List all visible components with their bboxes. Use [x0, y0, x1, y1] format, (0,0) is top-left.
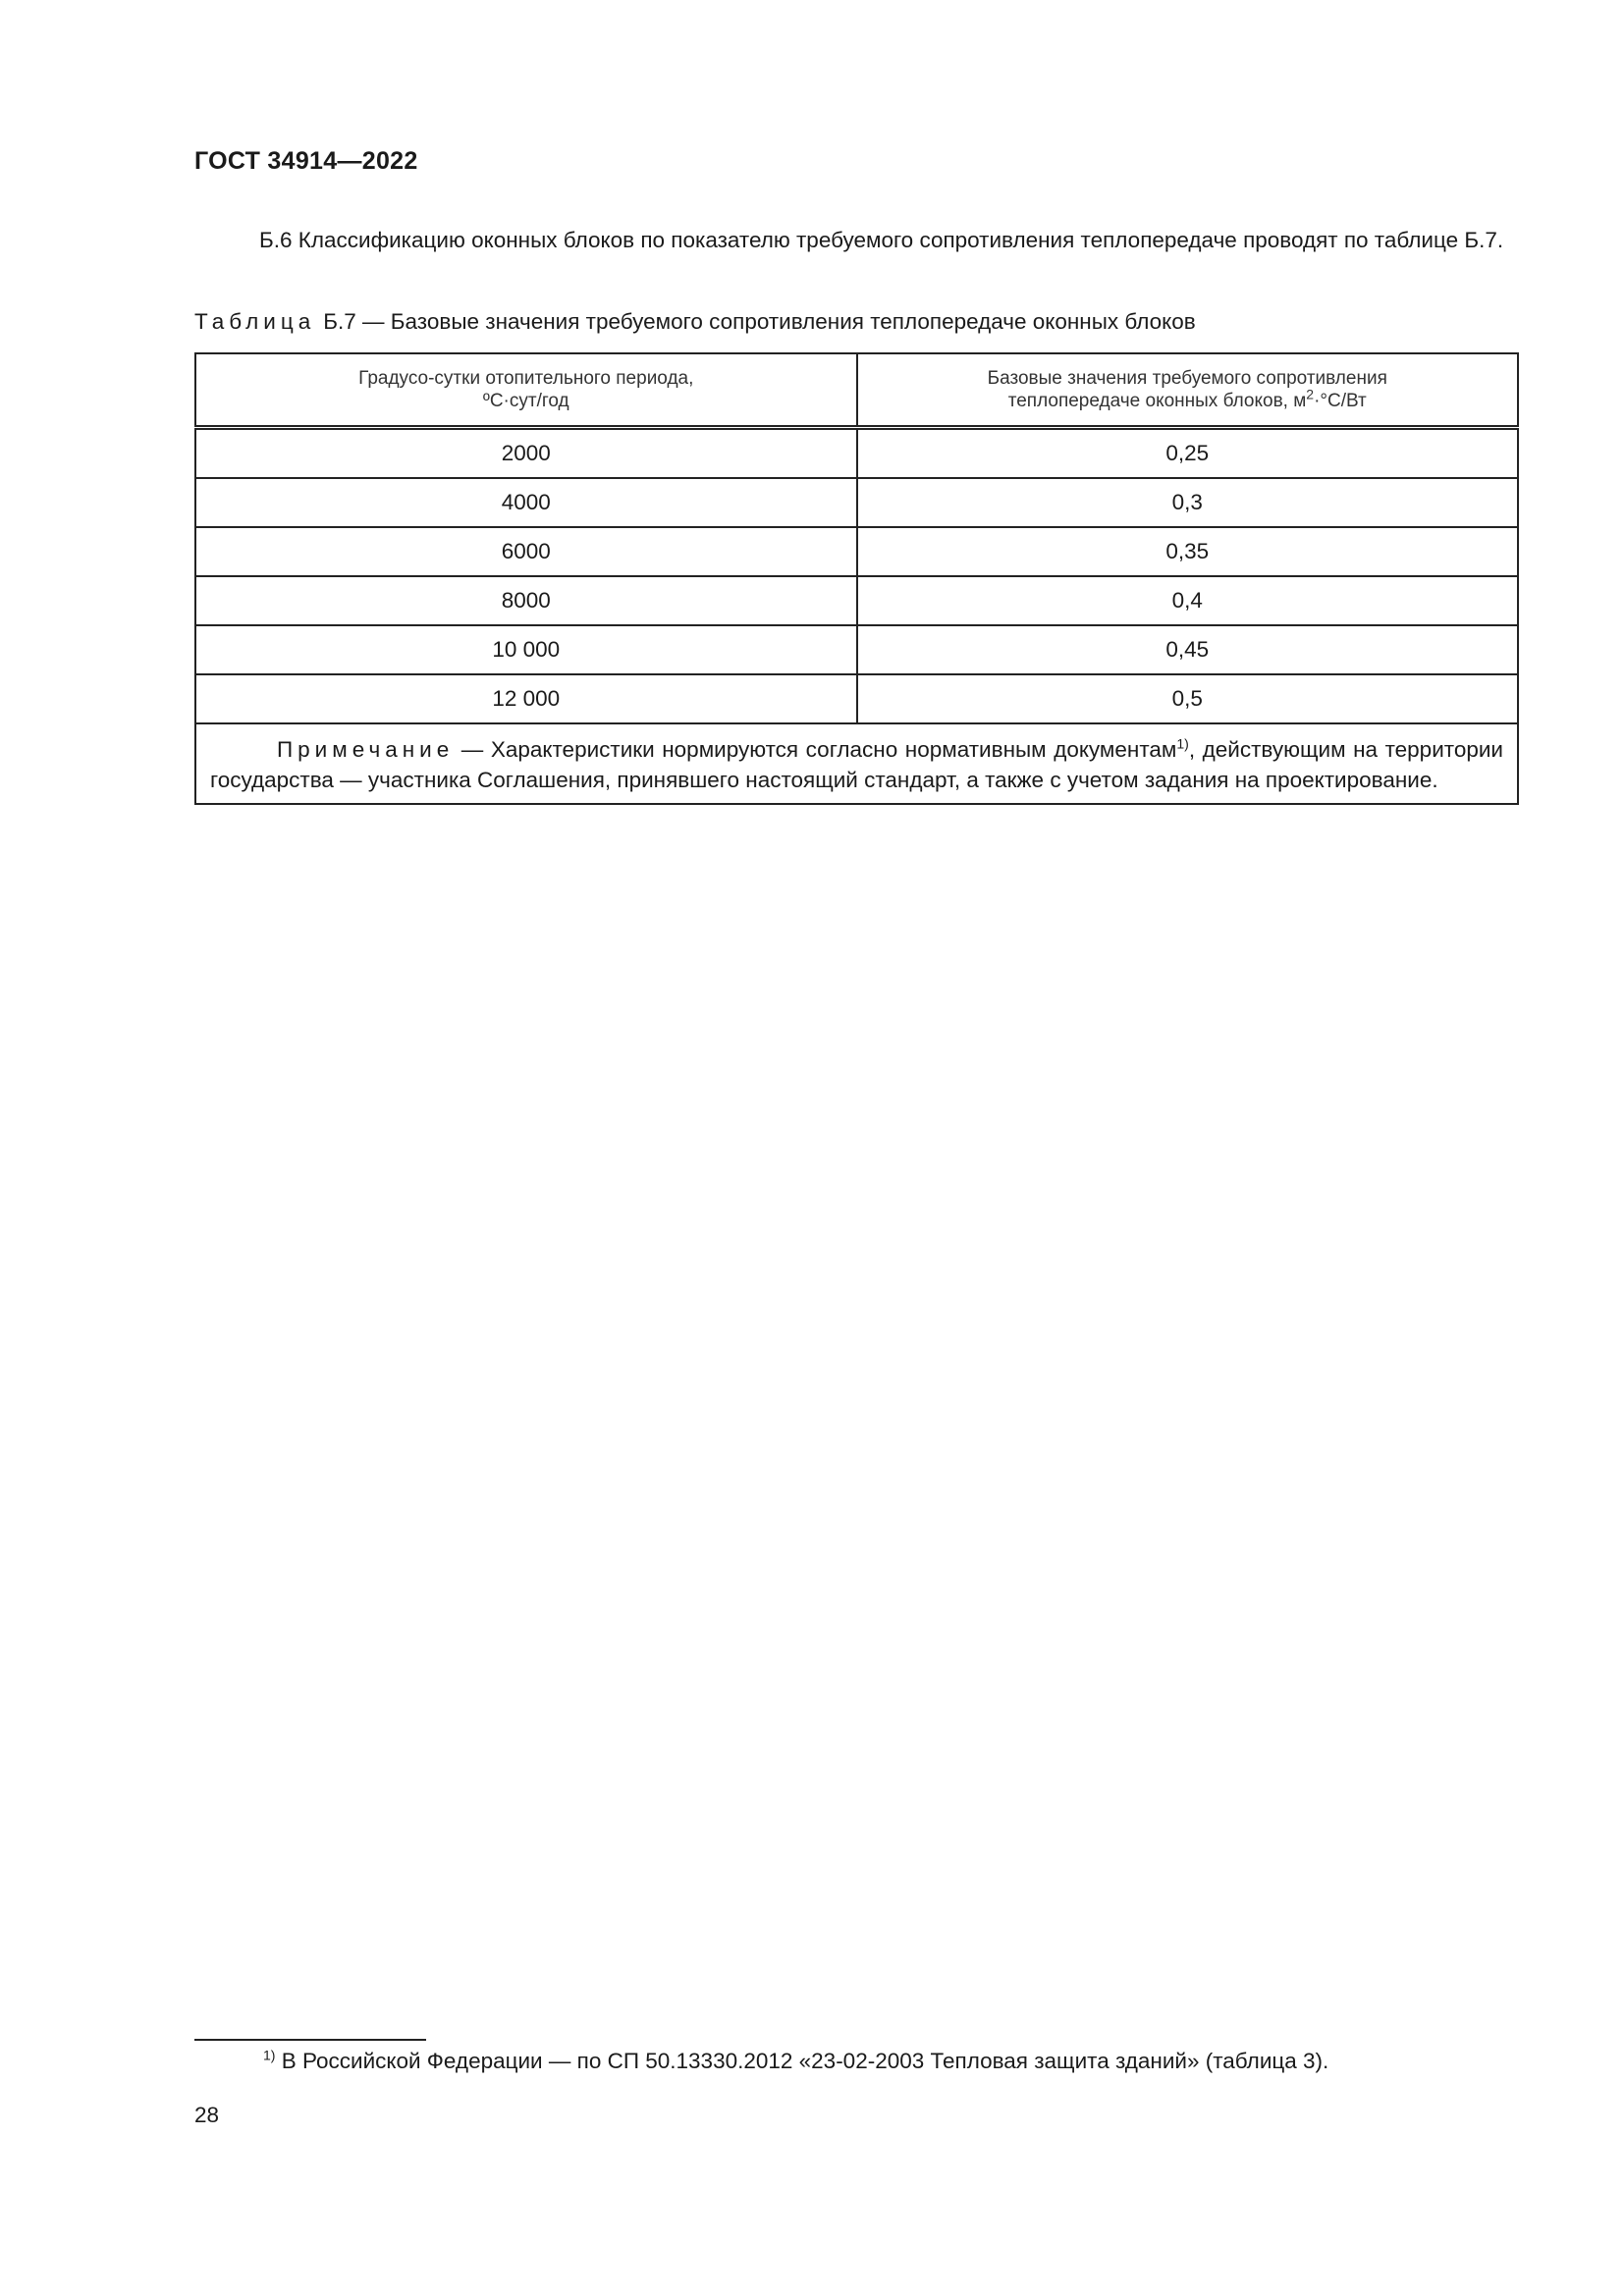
table-caption [194, 309, 1196, 335]
note-label: Примечание [277, 737, 455, 762]
degree-days-cell: 4000 [195, 478, 857, 527]
resistance-cell: 0,35 [857, 527, 1519, 576]
document-header: ГОСТ 34914—2022 [194, 147, 418, 175]
body-paragraph: Б.6 Классификацию оконных блоков по показателю требуемого сопротивления теплопередаче проводят по таблице Б.7. [259, 228, 1504, 252]
table-caption-text: Б.7 — Базовые значения требуемого сопротивления теплопередаче оконных блоков [323, 309, 1196, 334]
resistance-cell: 0,5 [857, 674, 1519, 723]
degree-days-cell: 2000 [195, 428, 857, 479]
column-header-degree-days: Градусо-сутки отопительного периода, ºС·сут/год [195, 353, 857, 428]
degree-days-cell: 12 000 [195, 674, 857, 723]
footnote-marker: 1) [263, 2047, 276, 2063]
table-row [195, 527, 1518, 576]
page-number: 28 [194, 2103, 220, 2127]
footnote-divider [194, 2039, 426, 2041]
column-header-resistance: Базовые значения требуемого сопротивления теплопередаче оконных блоков, $м^2\cdot^\circ С/Вт$ [857, 353, 1519, 428]
table-row [195, 428, 1518, 479]
degree-days-cell: 6000 [195, 527, 857, 576]
resistance-cell: 0,3 [857, 478, 1519, 527]
table-note: Примечание — Характеристики нормируются согласно нормативным документам$^{1)}$, действующим на территории государства — участника Соглашения, принявшего настоящий стандарт, а также с учетом задания на проектирование. [195, 723, 1518, 804]
table-caption-label: Таблица [194, 309, 316, 334]
resistance-cell: 0,25 [857, 428, 1519, 479]
degree-days-cell: 10 000 [195, 625, 857, 674]
footnote-text: В Российской Федерации — по СП 50.13330.2012 «23-02-2003 Тепловая защита зданий» (таблица 3). [275, 2049, 1329, 2073]
table-row [195, 478, 1518, 527]
data-table [194, 352, 1519, 805]
footnote-reference[interactable]: 1) [1176, 735, 1189, 752]
table-row [195, 625, 1518, 674]
table-row [195, 576, 1518, 625]
resistance-cell: 0,4 [857, 576, 1519, 625]
table-row [195, 674, 1518, 723]
table-header-row [195, 353, 1518, 428]
resistance-cell: 0,45 [857, 625, 1519, 674]
degree-days-cell: 8000 [195, 576, 857, 625]
table-note-row [195, 723, 1518, 804]
footnote [263, 2049, 1328, 2074]
